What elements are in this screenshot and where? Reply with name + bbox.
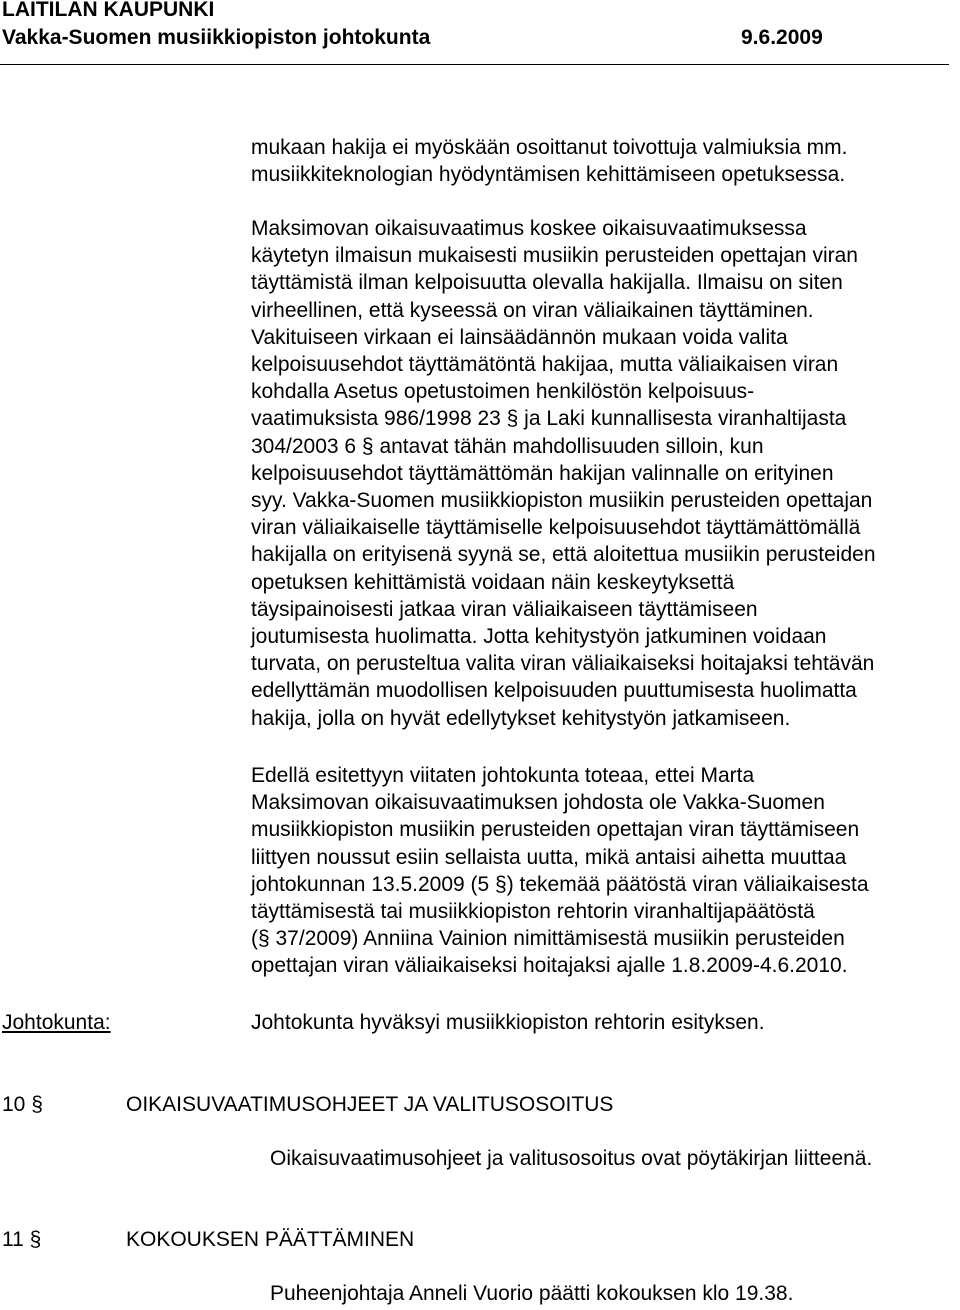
- text-line: turvata, on perusteltua valita viran väliaikaiseksi hoitajaksi tehtävän: [251, 652, 875, 676]
- text-line: hakijalla on erityisenä syynä se, että aloitettua musiikin perusteiden: [251, 543, 876, 567]
- text-line: täyttämisestä tai musiikkiopiston rehtorin viranhaltijapäätöstä: [251, 900, 815, 924]
- header-divider: [0, 64, 949, 65]
- text-line: johtokunnan 13.5.2009 (5 §) tekemää päätöstä viran väliaikaisesta: [251, 872, 869, 896]
- paragraph-1: [251, 134, 960, 188]
- text-line: edellyttämän muodollisen kelpoisuuden puuttumisesta huolimatta: [251, 679, 857, 703]
- agenda-item-10-text: Oikaisuvaatimusohjeet ja valitusosoitus ovat pöytäkirjan liitteenä.: [270, 1147, 873, 1170]
- text-line: Edellä esitettyyn viitaten johtokunta toteaa, ettei Marta: [251, 764, 755, 787]
- text-line: Vakituiseen virkaan ei lainsäädännön mukaan voida valita: [251, 325, 788, 349]
- agenda-item-11-text: Puheenjohtaja Anneli Vuorio päätti kokouksen klo 19.38.: [270, 1282, 794, 1305]
- text-line: vaatimuksista 986/1998 23 § ja Laki kunnallisesta viranhaltijasta: [251, 407, 847, 431]
- item-number: 11 §: [2, 1228, 42, 1251]
- text-line: (§ 37/2009) Anniina Vainion nimittämisestä musiikin perusteiden: [251, 927, 845, 951]
- text-line: musiikkiopiston musiikin perusteiden opettajan viran täyttämiseen: [251, 818, 860, 842]
- item-number: 10 §: [2, 1093, 43, 1116]
- text-line: mukaan hakija ei myöskään osoittanut toivottuja valmiuksia mm.: [251, 136, 848, 159]
- item-title: OIKAISUVAATIMUSOHJEET JA VALITUSOSOITUS: [126, 1093, 614, 1116]
- text-line: täysipainoisesti jatkaa viran väliaikaiseen täyttämiseen: [251, 597, 758, 621]
- text-line: liittyen noussut esiin sellaista uutta, mikä antaisi aihetta muuttaa: [251, 845, 847, 869]
- decision-label: Johtokunta:: [2, 1011, 111, 1034]
- agenda-item-11-heading: [2, 1228, 414, 1252]
- text-line: syy. Vakka-Suomen musiikkiopiston musiikin perusteiden opettajan: [251, 489, 873, 513]
- text-line: kelpoisuusehdot täyttämättömän hakijan valinnalle on erityinen: [251, 461, 834, 485]
- text-line: kelpoisuusehdot täyttämätöntä hakijaa, mutta väliaikaisen viran: [251, 353, 839, 377]
- text-line: 304/2003 6 § antavat tähän mahdollisuuden silloin, kun: [251, 434, 764, 458]
- text-line: opettajan viran väliaikaiseksi hoitajaksi ajalle 1.8.2009-4.6.2010.: [251, 954, 848, 978]
- board-name: Vakka-Suomen musiikkiopiston johtokunta: [2, 26, 431, 49]
- text-line: musiikkiteknologian hyödyntämisen kehittämiseen opetuksessa.: [251, 163, 846, 187]
- text-line: joutumisesta huolimatta. Jotta kehitystyön jatkuminen voidaan: [251, 625, 827, 649]
- text-line: Maksimovan oikaisuvaatimuksen johdosta ole Vakka-Suomen: [251, 791, 825, 815]
- meeting-date: 9.6.2009: [741, 26, 823, 49]
- text-line: Maksimovan oikaisuvaatimus koskee oikaisuvaatimuksessa: [251, 217, 807, 240]
- paragraph-3: [251, 762, 960, 980]
- text-line: kohdalla Asetus opetustoimen henkilöstön kelpoisuus-: [251, 380, 755, 404]
- text-line: virheellinen, että kyseessä on viran väliaikainen täyttäminen.: [251, 298, 814, 322]
- text-line: viran väliaikaiselle täyttämiselle kelpoisuusehdot täyttämättömällä: [251, 516, 861, 540]
- item-title: KOKOUKSEN PÄÄTTÄMINEN: [126, 1228, 415, 1251]
- paragraph-2: [251, 215, 960, 732]
- text-line: täyttämistä ilman kelpoisuutta olevalla hakijalla. Ilmaisu on siten: [251, 271, 843, 295]
- agenda-item-10-heading: [2, 1093, 613, 1117]
- decision-text: Johtokunta hyväksyi musiikkiopiston rehtorin esityksen.: [251, 1011, 765, 1034]
- text-line: hakija, jolla on hyvät edellytykset kehitystyön jatkamiseen.: [251, 706, 791, 730]
- text-line: opetuksen kehittämistä voidaan näin keskeytyksettä: [251, 570, 735, 594]
- text-line: käytetyn ilmaisun mukaisesti musiikin perusteiden opettajan viran: [251, 244, 858, 268]
- organization-name: LAITILAN KAUPUNKI: [2, 0, 215, 21]
